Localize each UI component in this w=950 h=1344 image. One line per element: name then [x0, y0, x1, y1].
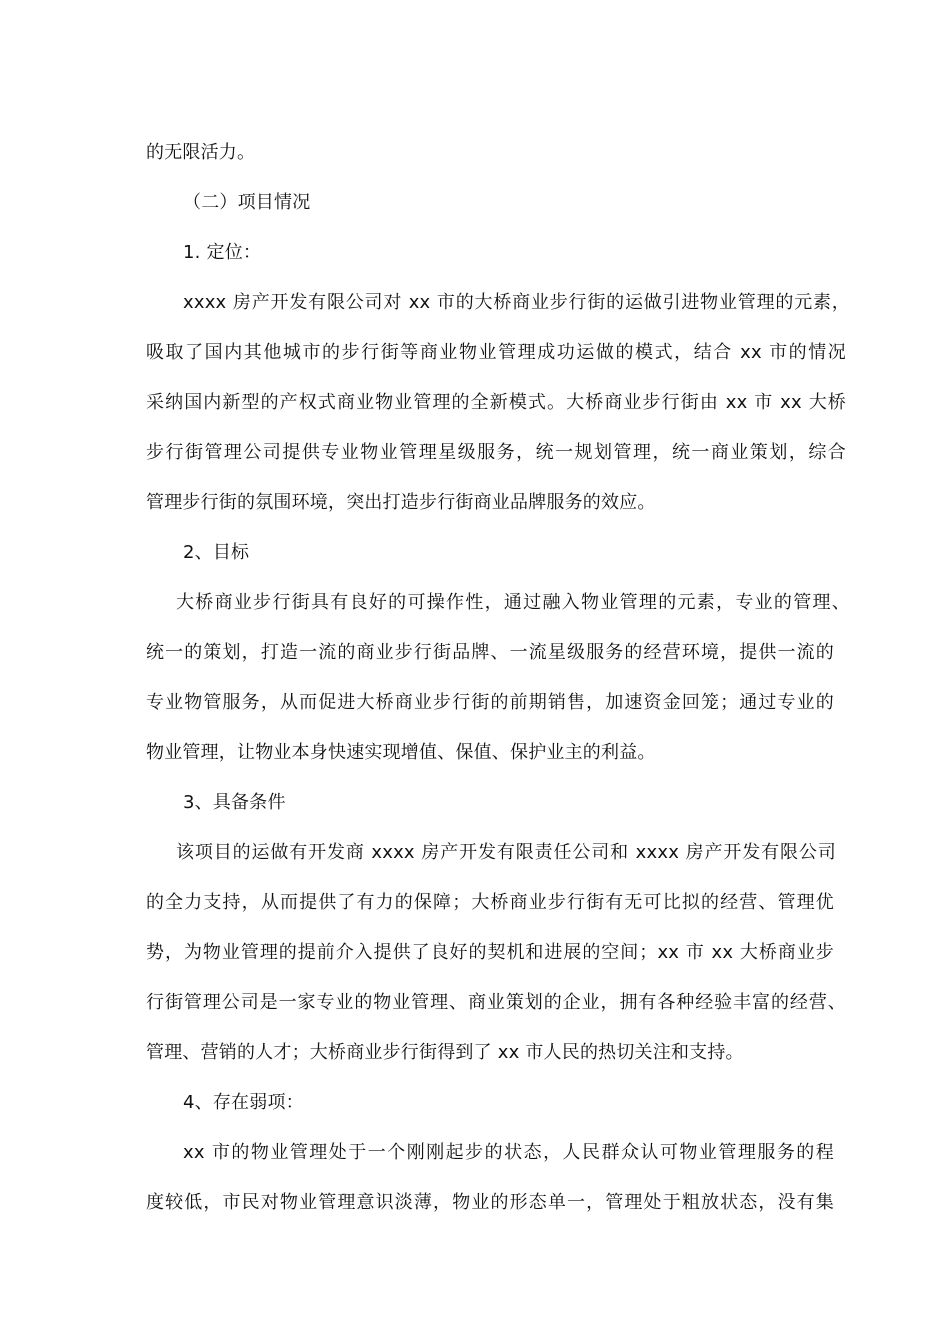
text-line: xxxx 房产开发有限公司对 xx 市的大桥商业步行街的运做引进物业管理的元素，	[183, 292, 850, 313]
text-line: 吸取了国内其他城市的步行街等商业物业管理成功运做的模式，结合 xx 市的情况	[146, 342, 846, 363]
text-line: 管理、营销的人才；大桥商业步行街得到了 xx 市人民的热切关注和支持。	[146, 1042, 744, 1063]
section-heading: （二）项目情况	[183, 192, 311, 213]
subsection-heading: 2、目标	[183, 542, 250, 563]
text-line: 行街管理公司是一家专业的物业管理、商业策划的企业，拥有各种经验丰富的经营、	[146, 992, 846, 1013]
text-line: 统一的策划，打造一流的商业步行街品牌、一流星级服务的经营环境，提供一流的	[146, 642, 834, 663]
text-line: 物业管理，让物业本身快速实现增值、保值、保护业主的利益。	[146, 742, 656, 763]
text-line: 步行街管理公司提供专业物业管理星级服务，统一规划管理，统一商业策划，综合	[146, 442, 846, 463]
text-line: 该项目的运做有开发商 xxxx 房产开发有限责任公司和 xxxx 房产开发有限公司	[176, 842, 836, 863]
subsection-heading: 4、存在弱项：	[183, 1092, 304, 1113]
subsection-heading: 3、具备条件	[183, 792, 286, 813]
text-line: 大桥商业步行街具有良好的可操作性，通过融入物业管理的元素，专业的管理、	[176, 592, 850, 613]
text-line: 的无限活力。	[146, 142, 256, 163]
text-line: 度较低，市民对物业管理意识淡薄，物业的形态单一，管理处于粗放状态，没有集	[146, 1192, 834, 1213]
subsection-heading: 1. 定位：	[183, 242, 262, 263]
text-line: 势，为物业管理的提前介入提供了良好的契机和进展的空间；xx 市 xx 大桥商业步	[146, 942, 834, 963]
text-line: xx 市的物业管理处于一个刚刚起步的状态，人民群众认可物业管理服务的程	[183, 1142, 834, 1163]
text-line: 的全力支持，从而提供了有力的保障；大桥商业步行街有无可比拟的经营、管理优	[146, 892, 834, 913]
text-line: 专业物管服务，从而促进大桥商业步行街的前期销售，加速资金回笼；通过专业的	[146, 692, 834, 713]
text-line: 采纳国内新型的产权式商业物业管理的全新模式。大桥商业步行街由 xx 市 xx 大桥	[146, 392, 846, 413]
text-line: 管理步行街的氛围环境，突出打造步行街商业品牌服务的效应。	[146, 492, 656, 513]
